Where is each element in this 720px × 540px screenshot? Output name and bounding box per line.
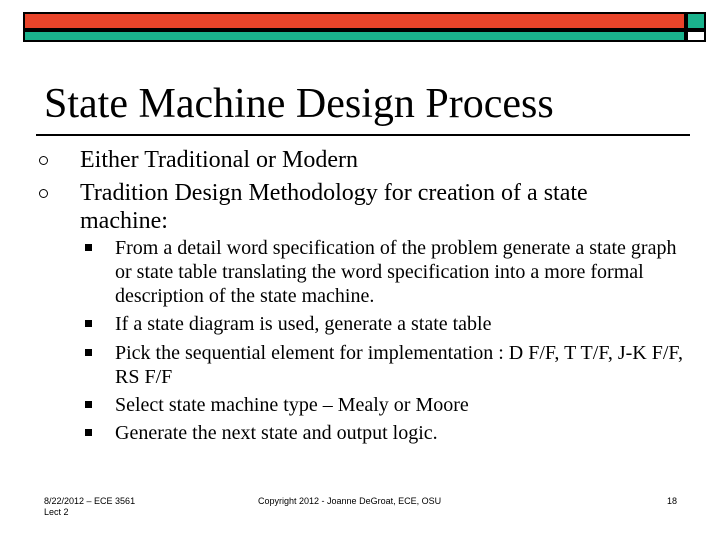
sub-bullet-text: If a state diagram is used, generate a state table	[115, 313, 492, 335]
sub-bullet-text: Pick the sequential element for implementation : D F/F, T T/F, J-K F/F, RS F/F	[115, 342, 683, 388]
sub-bullet-item	[115, 393, 690, 417]
footer-date: 8/22/2012 – ECE 3561	[44, 496, 136, 506]
bullet-item	[80, 179, 680, 235]
footer-lecture: Lect 2	[44, 507, 69, 517]
footer-copyright: Copyright 2012 - Joanne DeGroat, ECE, OSU	[258, 496, 442, 506]
sub-bullet-text: Select state machine type – Mealy or Moore	[115, 394, 469, 416]
slide-title: State Machine Design Process	[44, 81, 554, 127]
page-number: 18	[667, 496, 678, 506]
square-bullet-icon	[85, 349, 92, 356]
hollow-circle-bullet-icon	[39, 156, 48, 165]
bullet-text: Either Traditional or Modern	[80, 147, 358, 173]
sub-bullet-item	[115, 236, 690, 308]
bullet-item	[80, 146, 680, 174]
square-bullet-icon	[85, 244, 92, 251]
title-divider	[36, 134, 690, 136]
sub-bullet-item	[115, 312, 690, 336]
sub-bullet-item	[115, 341, 690, 389]
bullet-text: Tradition Design Methodology for creation of a state machine:	[80, 180, 588, 234]
header-corner-square-white	[686, 30, 706, 42]
header-red-bar	[23, 12, 686, 30]
square-bullet-icon	[85, 401, 92, 408]
square-bullet-icon	[85, 320, 92, 327]
sub-bullet-text: From a detail word specification of the problem generate a state graph or state table translating the word specification into a more formal description of the state machine.	[115, 237, 677, 307]
header-teal-bar	[23, 30, 686, 42]
sub-bullet-text: Generate the next state and output logic.	[115, 422, 438, 444]
sub-bullet-item	[115, 421, 690, 445]
square-bullet-icon	[85, 429, 92, 436]
hollow-circle-bullet-icon	[39, 189, 48, 198]
header-corner-square-teal	[686, 12, 706, 30]
footer-course-info	[44, 496, 135, 518]
